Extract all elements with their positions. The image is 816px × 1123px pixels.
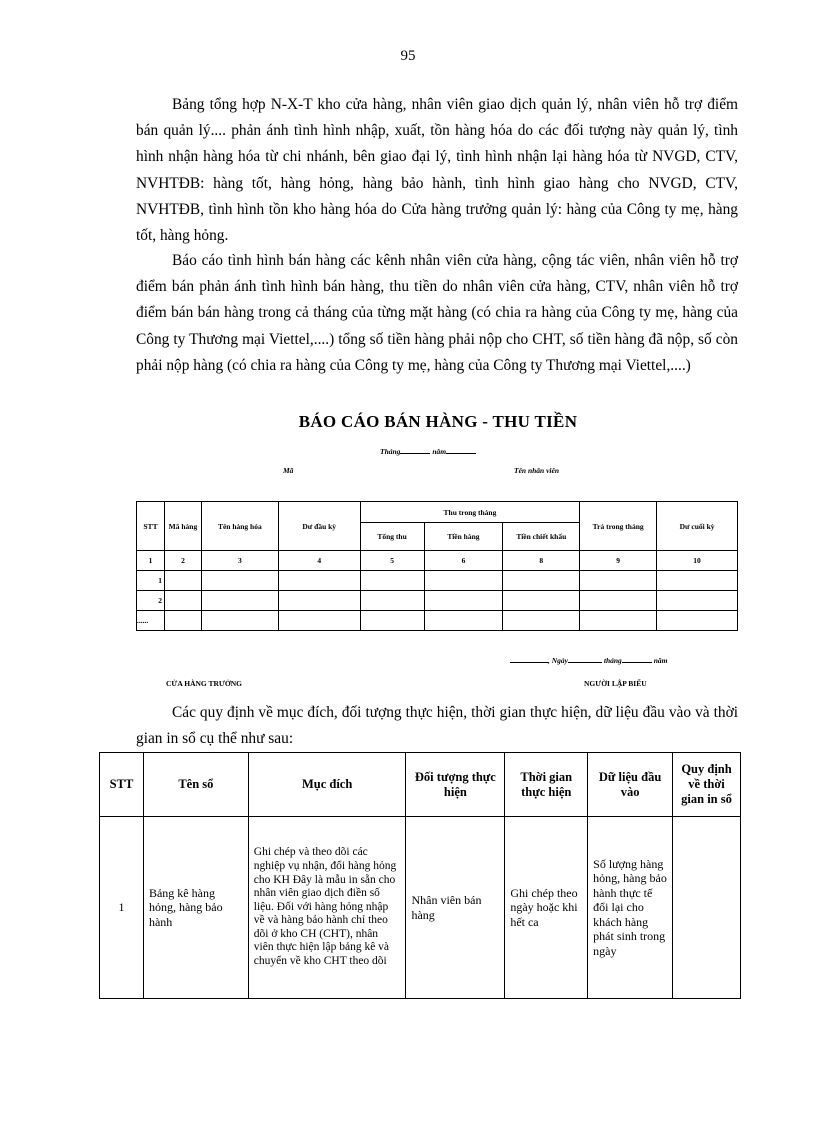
rules-header-ten-so: Tên sổ — [143, 753, 248, 817]
row-stt: 2 — [137, 591, 165, 611]
staff-label: Tên nhân viên — [514, 466, 560, 475]
cell-muc-dich: Ghi chép và theo dõi các nghiệp vụ nhận, đổi hàng hỏng cho KH Đây là mẫu in sẵn cho nhân viên giao dịch điền số liệu. Đối với hàng hỏng nhập về và hàng bảo hành chỉ theo dõi ở kho CH (CHT), nhân viên thực hiện lập bảng kê và chuyển về kho CHT theo dõi — [248, 817, 406, 999]
date-line: , Ngày tháng năm — [510, 656, 667, 665]
header-tien-ck: Tiền chiết khấu — [503, 523, 580, 551]
header-tra-trong-thang: Trả trong tháng — [580, 502, 657, 551]
rules-header-thoi-gian: Thời gian thực hiện — [505, 753, 588, 817]
month-label: Tháng — [380, 447, 401, 456]
header-stt: STT — [137, 502, 165, 551]
paragraph-1: Bảng tổng hợp N-X-T kho cửa hàng, nhân viên giao dịch quản lý, nhân viên hỗ trợ điểm bán quản lý.... phản ánh tình hình nhập, xuất, tồn hàng hóa do các đối tượng này quản lý, tình hình nhận hàng hóa từ chi nhánh, bên giao đại lý, tình hình nhận lại hàng hóa từ NVGD, CTV, NVHTĐB: hàng tốt, hàng hỏng, hàng bảo hành, tình hình giao hàng cho NVGD, CTV, NVHTĐB, tình hình tồn kho hàng hóa do Cửa hàng trưởng quản lý: hàng của Công ty mẹ, hàng tốt, hàng hỏng. — [136, 96, 738, 245]
signature-store-manager: CỬA HÀNG TRƯỞNG — [166, 679, 242, 688]
col-number: 8 — [503, 551, 580, 571]
col-number: 5 — [360, 551, 424, 571]
col-number: 3 — [201, 551, 278, 571]
cell-thoi-gian-in — [673, 817, 741, 999]
rules-header-thoi-gian-in: Quy định về thời gian in sổ — [673, 753, 741, 817]
row-stt: 1 — [137, 571, 165, 591]
header-du-cuoi: Dư cuối kỳ — [657, 502, 738, 551]
sales-report-table — [136, 501, 738, 631]
rules-header-stt: STT — [100, 753, 144, 817]
col-number: 6 — [424, 551, 503, 571]
intro-paragraph: Các quy định về mục đích, đối tượng thực hiện, thời gian thực hiện, dữ liệu đầu vào và thời gian in sổ cụ thể như sau: — [136, 704, 738, 748]
rules-header-muc-dich: Mục đích — [248, 753, 406, 817]
header-du-dau: Dư đầu kỳ — [278, 502, 360, 551]
code-label: Mã — [283, 466, 294, 475]
row-stt: ...... — [137, 611, 165, 631]
signature-preparer: NGƯỜI LẬP BIỂU — [584, 679, 647, 688]
year-label: năm — [432, 447, 447, 456]
month-year-line — [380, 447, 476, 456]
header-thu-trong-thang: Thu trong tháng — [360, 502, 580, 523]
date-thang: tháng — [603, 656, 622, 665]
col-number: 4 — [278, 551, 360, 571]
paragraph-2: Báo cáo tình hình bán hàng các kênh nhân viên cửa hàng, cộng tác viên, nhân viên hỗ trợ điểm bán phản ánh tình hình bán hàng, thu tiền do nhân viên cửa hàng, CTV, nhân viên hỗ trợ điểm bán bán hàng trong cả tháng của từng mặt hàng (có chia ra hàng của Công ty mẹ, hàng của Công ty Thương mại Viettel,....) tổng số tiền hàng phải nộp cho CHT, số tiền hàng đã nộp, số còn phải nộp hàng (có chia ra hàng của Công ty mẹ, hàng của Công ty Thương mại Viettel,....) — [136, 252, 738, 374]
header-tien-hang: Tiền hàng — [424, 523, 503, 551]
page-number: 95 — [400, 48, 416, 64]
header-ma-hang: Mã hàng — [164, 502, 201, 551]
header-ten-hang: Tên hàng hóa — [201, 502, 278, 551]
col-number: 9 — [580, 551, 657, 571]
col-number: 10 — [657, 551, 738, 571]
cell-du-lieu: Số lượng hàng hỏng, hàng bảo hành thực tế đổi lại cho khách hàng phát sinh trong ngày — [588, 817, 673, 999]
cell-doi-tuong: Nhân viên bán hàng — [406, 817, 505, 999]
form-title: BÁO CÁO BÁN HÀNG - THU TIỀN — [298, 412, 578, 431]
cell-ten-so: Bảng kê hàng hỏng, hàng bảo hành — [143, 817, 248, 999]
rules-header-du-lieu: Dữ liệu đầu vào — [588, 753, 673, 817]
header-tong-thu: Tổng thu — [360, 523, 424, 551]
date-nam: năm — [653, 656, 668, 665]
cell-stt: 1 — [100, 817, 144, 999]
col-number: 2 — [164, 551, 201, 571]
table-row — [100, 817, 741, 999]
rules-table — [99, 752, 741, 999]
rules-header-doi-tuong: Đối tượng thực hiện — [406, 753, 505, 817]
col-number: 1 — [137, 551, 165, 571]
date-ngay: Ngày — [551, 656, 568, 665]
cell-thoi-gian: Ghi chép theo ngày hoặc khi hết ca — [505, 817, 588, 999]
